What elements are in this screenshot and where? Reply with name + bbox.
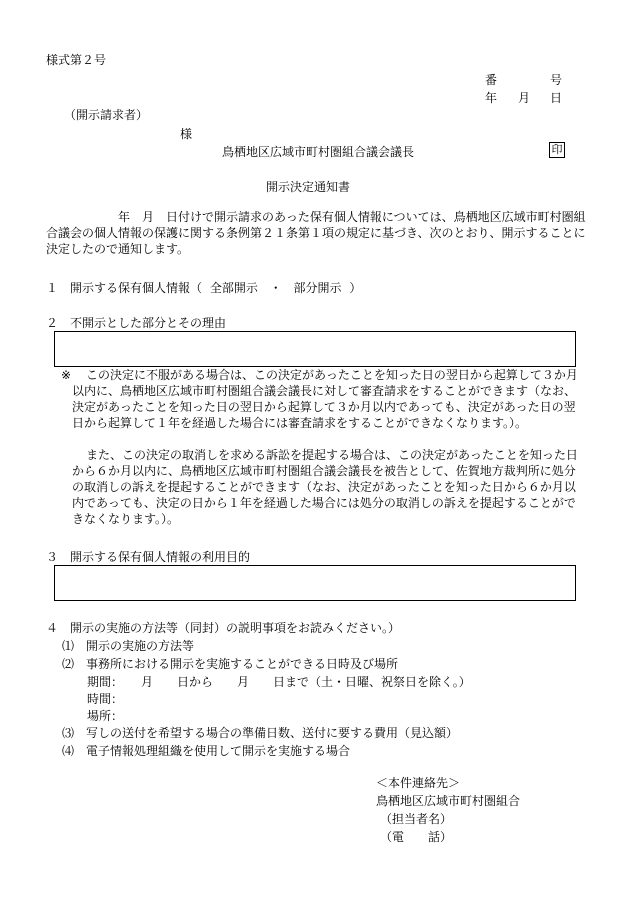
item-period: 期間： 月 日から 月 日まで（土・日曜、祝祭日を除く。） (87, 675, 471, 689)
note-paragraph-1 (72, 367, 578, 431)
recipient-honorific: 様 (180, 127, 193, 141)
purpose-box[interactable] (54, 565, 576, 601)
number-label: 番 (485, 73, 498, 87)
number-suffix: 号 (550, 73, 563, 87)
contact-person: （担当者名） (380, 812, 453, 826)
month-label: 月 (518, 91, 531, 105)
document-title: 開示決定通知書 (266, 180, 351, 194)
note-paragraph-2 (72, 447, 578, 527)
item-place: 場所： (87, 709, 124, 723)
undisclosed-reason-box[interactable] (54, 331, 576, 367)
section1-heading (46, 280, 361, 296)
recipient-label: （開示請求者） (64, 108, 149, 122)
item-electronic: ⑷ 電子情報処理組織を使用して開示を実施する場合 (62, 744, 351, 758)
item-time: 時間： (87, 692, 124, 706)
option-partial-disclosure: 部分開示 (293, 281, 342, 295)
section2-heading: ２ 不開示とした部分とその理由 (46, 316, 227, 330)
contact-org: 鳥栖地区広域市町村圏組合 (376, 794, 521, 808)
contact-phone: （電 話） (380, 830, 453, 844)
option-separator: ・ (269, 281, 282, 295)
item-copy-delivery: ⑶ 写しの送付を希望する場合の準備日数、送付に要する費用（見込額） (62, 726, 459, 740)
option-full-disclosure: 全部開示 (209, 281, 258, 295)
intro-paragraph (46, 209, 586, 257)
section1-heading-text: １ 開示する保有個人情報（ (46, 281, 203, 295)
section4-heading: ４ 開示の実施の方法等（同封）の説明事項をお読みください。） (46, 621, 401, 635)
note-text-1: この決定に不服がある場合は、この決定があったことを知った日の翌日から起算して３か月以内に、鳥栖地区広域市町村圏組合議会議長に対して審査請求をすることができます（なお、決定があったことを知った日の翌日から起算して３か月以内であっても、決定があった日の翌日から起算して１年を経過した場合には審査請求をすることができなくなります。）。 (72, 368, 578, 430)
item-method: ⑴ 開示の実施の方法等 (62, 639, 195, 653)
section1-close: ） (349, 281, 362, 295)
seal-mark: 印 (549, 142, 565, 158)
intro-text: 年 月 日付けで開示請求のあった保有個人情報については、鳥栖地区広域市町村圏組合議会の個人情報の保護に関する条例第２１条第１項の規定に基づき、次のとおり、開示することに決定したので通知します。 (46, 210, 586, 256)
section3-heading: ３ 開示する保有個人情報の利用目的 (46, 550, 251, 564)
item-office-schedule: ⑵ 事務所における開示を実施することができる日時及び場所 (62, 657, 399, 671)
year-label: 年 (485, 91, 498, 105)
note-mark: ※ (61, 368, 72, 382)
form-number: 様式第２号 (46, 53, 107, 67)
sender-name: 鳥栖地区広域市町村圏組合議会議長 (222, 145, 415, 159)
day-label: 日 (550, 91, 563, 105)
contact-label: ＜本件連絡先＞ (376, 776, 461, 790)
note-text-2: また、この決定の取消しを求める訴訟を提起する場合は、この決定があったことを知った日から６か月以内に、鳥栖地区広域市町村圏組合議会議長を被告として、佐賀地方裁判所に処分の取消しの訴えを提起することができます（なお、決定があったことを知った日から６か月以内であっても、決定の日から１年を経過した場合には処分の取消しの訴えを提起することができなくなります。）。 (72, 448, 578, 526)
